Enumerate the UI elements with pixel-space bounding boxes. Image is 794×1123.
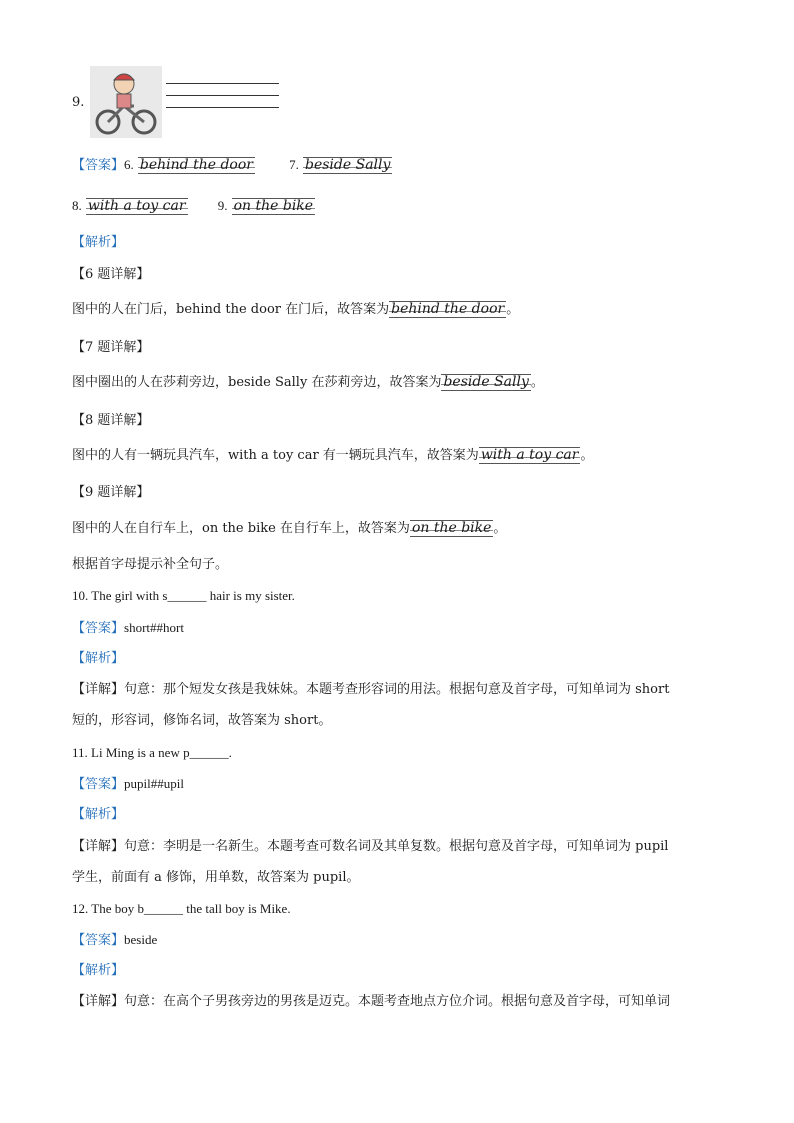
q12-detail-1: 【详解】句意：在高个子男孩旁边的男孩是迈克。本题考查地点方位介词。根据句意及首字母，可知单词 [72,994,671,1009]
q12-answer: beside [124,932,158,947]
q12-analysis-label: 【解析】 [72,963,125,978]
detail-6-heading: 【6 题详解】 [72,267,150,282]
detail-9-body: 图中的人在自行车上，on the bike 在自行车上，故答案为 [72,521,410,536]
detail-9-text [72,520,506,538]
detail-6-answer: behind the door [391,301,505,317]
detail-9-answer: on the bike [411,520,492,536]
question-9-number: 9. [72,95,85,110]
detail-7-body: 图中圈出的人在莎莉旁边，beside Sally 在莎莉旁边，故答案为 [72,375,442,390]
q11-detail-2: 学生，前面有 a 修饰，用单数，故答案为 pupil。 [72,870,360,885]
q11-answer-row [72,775,184,794]
detail-8-text [72,447,593,465]
a7-number: 7. [289,157,299,172]
boy-on-bike-icon [90,66,162,138]
a6-number: 6. [124,157,134,172]
answer-lines [166,83,279,119]
q11-answer: pupil##upil [124,776,184,791]
a8-number: 8. [72,198,82,213]
answer-9: on the bike [233,198,314,214]
q10-analysis-label: 【解析】 [72,651,125,666]
answer-label: 【答案】 [72,158,125,173]
q11-answer-label: 【答案】 [72,777,125,792]
q10-answer: short##hort [124,620,184,635]
a9-number: 9. [217,198,228,213]
q12-answer-row [72,931,157,950]
question-11: 11. Li Ming is a new p______. [72,745,232,760]
detail-6-text [72,301,519,319]
q11-analysis-label: 【解析】 [72,807,125,822]
answer-7: beside Sally [305,157,391,173]
detail-9-heading: 【9 题详解】 [72,485,150,500]
section-intro: 根据首字母提示补全句子。 [72,557,229,572]
q10-detail-2: 短的，形容词，修饰名词，故答案为 short。 [72,713,332,728]
answer-6: behind the door [139,157,253,173]
q10-answer-row [72,619,184,638]
q10-detail-1: 【详解】句意：那个短发女孩是我妹妹。本题考查形容词的用法。根据句意及首字母，可知单词为 short [72,682,670,697]
detail-6-end: 。 [506,302,520,317]
detail-6-body: 图中的人在门后，behind the door 在门后，故答案为 [72,302,390,317]
detail-7-end: 。 [530,375,544,390]
answer-row-2 [72,197,315,216]
detail-7-heading: 【7 题详解】 [72,340,150,355]
detail-8-answer: with a toy car [480,447,579,463]
q10-answer-label: 【答案】 [72,621,125,636]
q12-answer-label: 【答案】 [72,933,125,948]
q11-detail-1: 【详解】句意：李明是一名新生。本题考查可数名词及其单复数。根据句意及首字母，可知单词为 pupil [72,839,669,854]
detail-8-heading: 【8 题详解】 [72,413,150,428]
detail-9-end: 。 [493,521,507,536]
detail-7-answer: beside Sally [443,374,529,390]
detail-8-end: 。 [580,448,594,463]
answer-row-1 [72,156,392,175]
answer-8: with a toy car [87,198,186,214]
question-12: 12. The boy b______ the tall boy is Mike. [72,901,291,916]
detail-8-body: 图中的人有一辆玩具汽车，with a toy car 有一辆玩具汽车，故答案为 [72,448,479,463]
detail-7-text [72,374,544,392]
analysis-label: 【解析】 [72,235,125,250]
question-10: 10. The girl with s______ hair is my sister. [72,588,295,603]
